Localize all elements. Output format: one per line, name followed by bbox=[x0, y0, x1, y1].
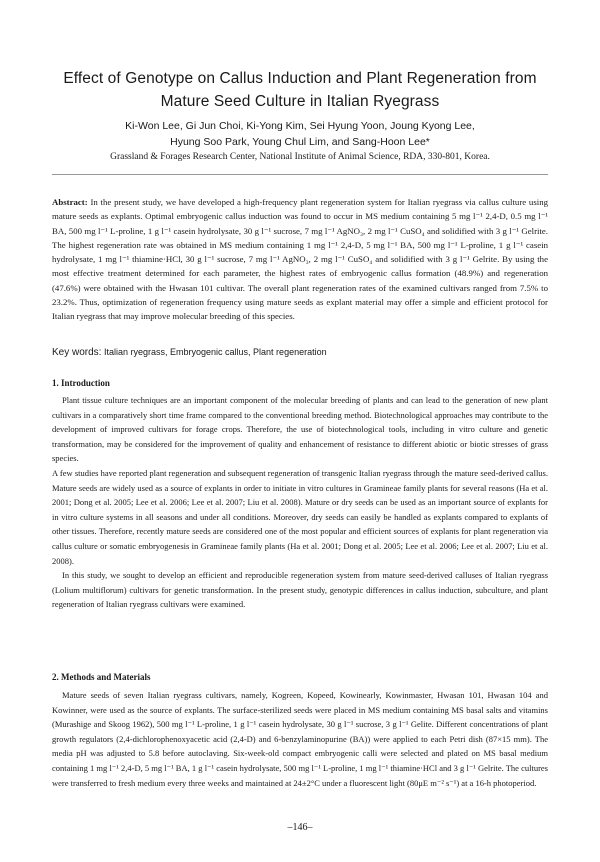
abstract bbox=[52, 195, 548, 324]
abstract-text: In the present study, we have developed a high-frequency plant regeneration system for Italian ryegrass via callus culture using mature seeds as explants. Optimal embryogenic callus induction was found to occur in MS medium containing 5 mg l⁻¹ 2,4-D, 0.5 mg l⁻¹ BA, 500 mg l⁻¹ L-proline, 1 g l⁻¹ casein hydrolysate, 30 g l⁻¹ sucrose, 7 mg l⁻¹ AgNO₃, 2 mg l⁻¹ CuSO₄ and solidified with 3 g l⁻¹ Gelrite. The highest regeneration rate was obtained in MS medium containing 1 mg l⁻¹ 2,4-D, 5 mg l⁻¹ BA, 500 mg l⁻¹ L-proline, 1 g l⁻¹ casein hydrolysate, 1 mg l⁻¹ thiamine·HCl, 30 g l⁻¹ sucrose, 7 mg l⁻¹ AgNO₃, 2 mg l⁻¹ CuSO₄ and solidified with 3 g l⁻¹ Gelrite. By using the most effective treatment determined for each parameter, the highest rates of embryogenic callus formation (48.9%) and regeneration (47.6%) were obtained with the Hwasan 101 cultivar. The overall plant regeneration rates of the examined cultivars ranged from 7.5% to 23.2%. Thus, optimization of regeneration frequency using mature seeds as explant material may offer a simple and efficient protocol for Italian ryegrass that may improve molecular breeding of this species. bbox=[52, 197, 548, 322]
intro-paragraph-1: Plant tissue culture techniques are an important component of the molecular breeding of plants and can lead to the generation of new plant cultivars in a comparatively short time frame compared to the conventional breeding method. Biotechnological approaches may contribute to the development of improved cultivars for forage crops. Therefore, the use of biotechnological tools, including in vitro culture and genetic transformation, may be considered for the improvement of quality and enhancement of resistance to different abiotic or biotic stresses of grass species. bbox=[52, 395, 548, 464]
header-divider bbox=[52, 174, 548, 175]
methods-heading: 2. Methods and Materials bbox=[52, 672, 151, 682]
methods-body bbox=[52, 688, 548, 790]
methods-paragraph-1: Mature seeds of seven Italian ryegrass cultivars, namely, Kogreen, Kopeed, Kowinearly, Kowinmaster, Hwasan 101, Hwasan 104 and Kowinner, were used as the source of explants. The surface-sterilized seeds were placed in MS medium containing MS basal salts and vitamins (Murashige and Skoog 1962), 500 mg l⁻¹ L-proline, 1 g l⁻¹ casein hydrolysate, 30 g l⁻¹ sucrose, 3 g l⁻¹ Gelite. Different concentrations of plant growth regulators (2,4-dichlorophenoxyacetic acid (2,4-D) and 6-benzylaminopurine (BA)) were applied to each Petri dish (87×15 mm). The media pH was adjusted to 5.8 before autoclaving. Six-week-old compact embryogenic calli were selected and plated on MS basal medium containing 1 mg l⁻¹ 2,4-D, 5 mg l⁻¹ BA, 1 g l⁻¹ casein hydrolysate, 500 mg l⁻¹ L-proline, 1 mg l⁻¹ thiamine·HCl and 3 g l⁻¹ Gelrite. The cultures were transferred to fresh medium every three weeks and maintained at 24±2°C under a fluorescent light (80μE m⁻² s⁻¹) at a 16-h photoperiod. bbox=[52, 690, 548, 788]
introduction-heading: 1. Introduction bbox=[52, 378, 110, 388]
keywords bbox=[52, 347, 548, 358]
paper-title-line-1: Effect of Genotype on Callus Induction and Plant Regeneration from bbox=[63, 70, 537, 87]
paper-title-line-2: Mature Seed Culture in Italian Ryegrass bbox=[160, 93, 440, 110]
keywords-text: Italian ryegrass, Embryogenic callus, Plant regeneration bbox=[103, 347, 327, 357]
intro-paragraph-2: A few studies have reported plant regeneration and subsequent regeneration of transgenic Italian ryegrass through the mature seed-derived callus. Mature seeds are widely used as a source of explants in order to initiate in vitro cultures in Gramineae family plants for several reasons (Ha et al. 2001; Dong et al. 2005; Lee et al. 2006; Lee et al. 2007; Liu et al. 2008). Mature or dry seeds can be used as an important source of explants for in vitro culture systems in all seasons and under all conditions. Moreover, dry seeds can easily be handled as explants compared to explants of other tissues. Therefore, recently mature seeds are considered one of the most popular and efficient sources of explants for plant regeneration via callus culture or somatic embryogenesis in Gramineae family plants (Ha et al. 2001; Dong et al. 2005; Lee et al. 2006; Lee et al. 2007; Liu et al. 2008). bbox=[52, 467, 548, 566]
intro-paragraph-3: In this study, we sought to develop an efficient and reproducible regeneration system from mature seed-derived calluses of Italian ryegrass (Lolium multiflorum) cultivars for genetic transformation. In the present study, genotypic differences in callus induction, subculture, and plant regeneration of Italian ryegrass cultivars were examined. bbox=[52, 570, 548, 610]
introduction-body bbox=[52, 393, 548, 612]
keywords-label: Key words: bbox=[52, 347, 102, 358]
page-number: –146– bbox=[287, 822, 313, 833]
authors-line-2: Hyung Soo Park, Young Chul Lim, and Sang-Hoon Lee* bbox=[170, 136, 430, 148]
affiliation: Grassland & Forages Research Center, National Institute of Animal Science, RDA, 330-801, Korea. bbox=[110, 152, 490, 162]
authors-line-1: Ki-Won Lee, Gi Jun Choi, Ki-Yong Kim, Sei Hyung Yoon, Joung Kyong Lee, bbox=[125, 120, 475, 132]
abstract-label: Abstract: bbox=[52, 197, 88, 207]
